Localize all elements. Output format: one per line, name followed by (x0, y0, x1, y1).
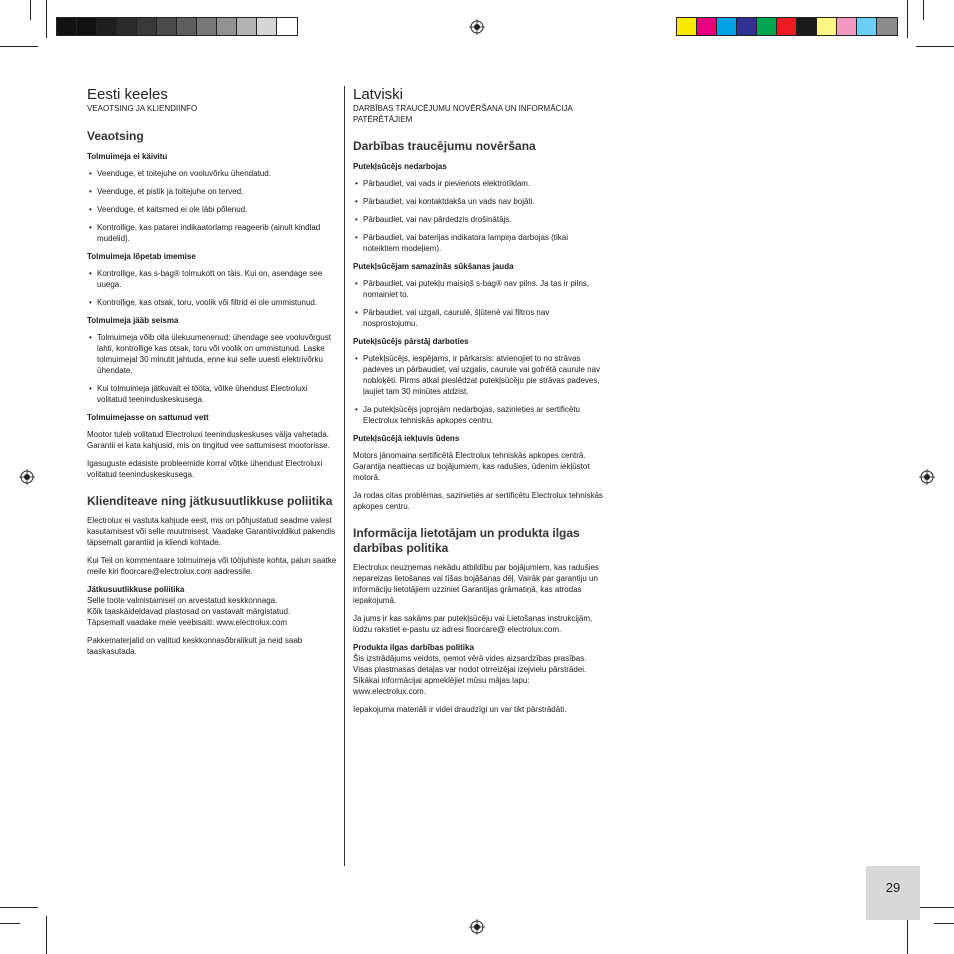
crop-mark-bl-h (0, 907, 38, 908)
gray-swatch (197, 18, 217, 35)
list-item: • Kontrollige, kas s-bag® tolmukott on täis. Kui on, asendage see uuega. (87, 268, 337, 290)
latvian-bullet-list (353, 353, 603, 426)
latvian-info-p2: Ja jums ir kas sakāms par putekļsūcēju vai Lietošanas instrukcijām, lūdzu rakstiet e-pastu uz adresi floorcare@ electrolux.com. (353, 614, 593, 634)
latvian-policy-lines (353, 653, 603, 697)
gray-swatch (57, 18, 77, 35)
list-item: • Veenduge, et toitejuhe on vooluvõrku ühendatud. (87, 168, 337, 179)
latvian-info-heading: Informācija lietotājam un produkta ilgas darbības politika (353, 526, 580, 555)
color-swatch (717, 18, 737, 35)
latvian-block-heading: Putekļsūcējam samazinās sūkšanas jauda (353, 262, 514, 271)
color-swatch (857, 18, 877, 35)
latvian-block-heading: Putekļsūcējs pārstāj darboties (353, 337, 469, 346)
list-item: • Kontrollige, kas patarei indikaatorlamp reageerib (ainult kindlad mudelid). (87, 222, 337, 244)
list-item: • Ja putekļsūcējs joprojām nedarbojas, sazinieties ar sertificētu Electrolux tehniskās apkopes centru. (353, 404, 603, 426)
color-swatch (797, 18, 817, 35)
page-number: 29 (885, 880, 901, 895)
estonian-info-p2: Kui Teil on kommentaare tolmuimeja või tööjuhiste kohta, palun saatke meile kiri floorcare@electrolux.com aadressile. (87, 555, 337, 576)
crop-mark-bl-v (46, 916, 47, 954)
registration-target-bottom (469, 919, 485, 935)
crop-mark-br-h2 (934, 923, 954, 924)
registration-target-right (919, 469, 935, 485)
gray-swatch (137, 18, 157, 35)
list-item: • Veenduge, et pistik ja toitejuhe on terved. (87, 186, 337, 197)
list-item: • Pārbaudiet, vai nav pārdedzis drošinātājs. (353, 214, 603, 225)
latvian-subtitle: DARBĪBAS TRAUCĒJUMU NOVĒRŠANA UN INFORMĀCIJA PATĒRĒTĀJIEM (353, 104, 573, 124)
color-swatch (837, 18, 857, 35)
gray-swatch (117, 18, 137, 35)
process-color-bar (676, 17, 898, 36)
gray-swatch (217, 18, 237, 35)
gray-swatch (77, 18, 97, 35)
crop-mark-br-h (916, 907, 954, 908)
color-swatch (677, 18, 697, 35)
crop-mark-tl-v (46, 0, 47, 38)
latvian-policy-heading: Produkta ilgas darbības politika (353, 643, 474, 652)
crop-mark-tr-h (916, 46, 954, 47)
estonian-block-heading: Tolmuimeja lõpetab imemise (87, 251, 196, 261)
latvian-troubleshooting-blocks (353, 162, 603, 512)
estonian-policy-lines (87, 595, 337, 628)
gray-swatch (277, 18, 297, 35)
crop-mark-tl-v2 (30, 0, 31, 20)
estonian-info-p3: Pakkematerjalid on valitud keskkonnasõbralikult ja neid saab taaskasutada. (87, 635, 303, 656)
gray-swatch (177, 18, 197, 35)
gray-swatch (257, 18, 277, 35)
crop-mark-bl-h2 (0, 923, 20, 924)
crop-mark-br-v (907, 916, 908, 954)
estonian-paragraph: Mootor tuleb volitatud Electroluxi teeninduskeskuses välja vahetada. Garantii ei kata kahjusid, mis on tingitud vee sattumisest mootorisse. (87, 429, 330, 450)
latvian-policy-line: Šis izstrādājums veidots, ņemot vērā vides aizsardzības prasības. Visas plastmasas detaļas var nodot otrreizējai izejvielu pārstrādei. Sīkākai informācijai apmeklējiet mūsu mājas lapu: (353, 654, 587, 685)
color-swatch (817, 18, 837, 35)
gray-swatch (97, 18, 117, 35)
color-swatch (757, 18, 777, 35)
list-item: • Tolmuimeja võib olla ülekuumenenud: ühendage see vooluvõrgust lahti, kontrollige kas otsak, toru või voolik on ummistunud. Laske tolmuimejal 30 minutit jahtuda, enne kui selle uuesti elektrivõrku ühendate. (87, 332, 337, 376)
color-swatch (777, 18, 797, 35)
estonian-info-p1: Electrolux ei vastuta kahjude eest, mis on põhjustatud seadme valest kasutamisest või selle muutmisest. Vaadake Garantiivoldikut pakendis täpsemalt garantiid ja kliendi kohtade. (87, 515, 335, 547)
latvian-info-p1: Electrolux neuzņemas nekādu atbildību par bojājumiem, kas radušies nepareizas lietošanas vai tīšas bojāšanas dēļ. Vairāk par garantiju un informāciju lietotājiem uzziniet Garantijas grāmatiņā, kas atrodas iepakojumā. (353, 563, 599, 605)
estonian-policy-line: Kõik taaskäideldavad plastosad on vastavalt märgistatud. (87, 606, 291, 616)
latvian-title: Latviski (353, 86, 404, 103)
latvian-info-p3: Iepakojuma materiāli ir videi draudzīgi un var tikt pārstrādāti. (353, 705, 567, 714)
list-item: • Putekļsūcējs, iespējams, ir pārkarsis: atvienojiet to no strāvas padeves un pārbaudiet, vai uzgalis, caurule vai gofrētā caurule nav nobloķēti. Pirms atkal pieslēdzat putekļsūcēju pie strāvas padeves, ļaujiet tam 30 minūtes atdzist. (353, 353, 603, 397)
latvian-block-heading: Putekļsūcējs nedarbojas (353, 162, 447, 171)
color-swatch (737, 18, 757, 35)
estonian-subtitle: VEAOTSING JA KLIENDIINFO (87, 104, 198, 113)
gray-swatch (237, 18, 257, 35)
estonian-block-heading: Tolmuimejasse on sattunud vett (87, 412, 209, 422)
crop-mark-tl-h (0, 46, 38, 47)
color-swatch (697, 18, 717, 35)
latvian-bullet-list (353, 278, 603, 329)
list-item: • Pārbaudiet, vai vads ir pievienots elektrotīklam. (353, 178, 603, 189)
column-divider (344, 86, 345, 866)
list-item: • Pārbaudiet, vai kontaktdakša un vads nav bojāti. (353, 196, 603, 207)
estonian-block-heading: Tolmuimeja ei käivitu (87, 151, 168, 161)
latvian-policy-line: www.electrolux.com. (353, 687, 426, 696)
estonian-paragraph: Igasuguste edasiste probleemide korral võtke ühendust Electroluxi volitatud teeninduskeskusega. (87, 458, 323, 479)
list-item: • Pārbaudiet, vai baterijas indikatora lampiņa darbojas (tikai noteiktiem modeļiem). (353, 232, 603, 254)
page-number-box (866, 866, 920, 920)
estonian-block-heading: Tolmuimeja jääb seisma (87, 315, 179, 325)
color-swatch (877, 18, 897, 35)
latvian-paragraph: Ja rodas citas problēmas, sazinieties ar sertificētu Electrolux tehniskās apkopes centru. (353, 491, 603, 511)
estonian-column (87, 86, 337, 664)
crop-mark-tr-v2 (923, 0, 924, 20)
list-item: • Kontrollige, kas otsak, toru, voolik või filtrid ei ole ummistunud. (87, 297, 337, 308)
estonian-policy-line: Täpsemalt vaadake meie veebisaiti: www.electrolux.com (87, 617, 288, 627)
estonian-troubleshooting-heading: Veaotsing (87, 128, 144, 143)
latvian-bullet-list (353, 178, 603, 254)
latvian-column (353, 86, 603, 722)
estonian-policy-line: Selle toote valmistamisel on arvestatud keskkonnaga. (87, 595, 278, 605)
list-item: • Veenduge, et kaitsmed ei ole läbi põlenud. (87, 204, 337, 215)
latvian-troubleshooting-heading: Darbības traucējumu novēršana (353, 139, 536, 153)
latvian-paragraph: Motors jānomaina sertificētā Electrolux tehniskās apkopes centrā. Garantija neattiecas uz bojājumiem, kas radušies, ūdenim iekļūstot motorā. (353, 451, 590, 482)
latvian-block-heading: Putekļsūcējā iekļuvis ūdens (353, 434, 460, 443)
list-item: • Kui tolmuimeja jätkuvalt ei tööta, võtke ühendust Electroluxi volitatud teeninduskeskusega. (87, 383, 337, 405)
gray-swatch (157, 18, 177, 35)
estonian-bullet-list (87, 168, 337, 244)
estonian-title: Eesti keeles (87, 86, 168, 103)
list-item: • Pārbaudiet, vai putekļu maisiņš s-bag® nav pilns. Ja tas ir pilns, nomainiet to. (353, 278, 603, 300)
registration-target-top (469, 19, 485, 35)
estonian-info-heading: Klienditeave ning jätkusuutlikkuse poliitika (87, 493, 333, 508)
estonian-policy-heading: Jätkusuutlikkuse poliitika (87, 584, 185, 594)
registration-target-left (19, 469, 35, 485)
grayscale-color-bar (56, 17, 298, 36)
crop-mark-tr-v (907, 0, 908, 38)
estonian-troubleshooting-blocks (87, 152, 337, 480)
list-item: • Pārbaudiet, vai uzgali, caurulē, šļūtenē vai filtros nav nosprostojumu. (353, 307, 603, 329)
estonian-bullet-list (87, 332, 337, 405)
estonian-bullet-list (87, 268, 337, 308)
